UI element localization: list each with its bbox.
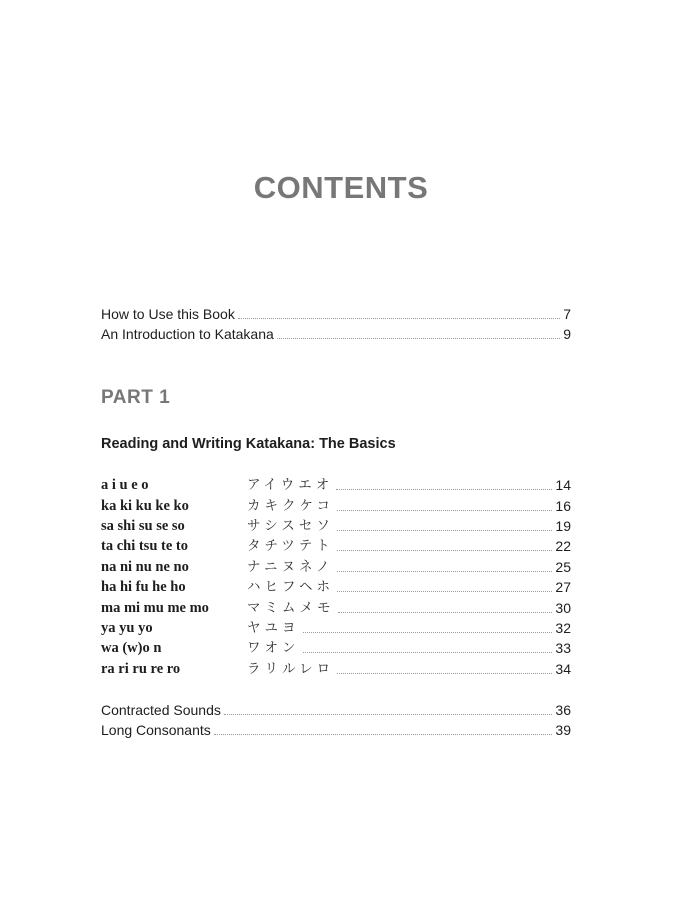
kana-entry[interactable] bbox=[101, 598, 571, 618]
romaji-label: ra ri ru re ro bbox=[101, 661, 181, 677]
section-heading: Reading and Writing Katakana: The Basics bbox=[101, 436, 396, 452]
katakana-label: カキクケコ bbox=[247, 498, 334, 514]
toc-entry-page: 25 bbox=[555, 559, 571, 575]
toc-entry[interactable] bbox=[101, 324, 571, 344]
katakana-label: ヤユヨ bbox=[247, 620, 300, 636]
toc-entry-page: 39 bbox=[555, 722, 571, 738]
kana-entry[interactable] bbox=[101, 557, 571, 577]
romaji-label: na ni nu ne no bbox=[101, 559, 189, 575]
romaji-label: ma mi mu me mo bbox=[101, 600, 209, 616]
dot-leader bbox=[336, 489, 552, 490]
katakana-label: マミムメモ bbox=[247, 600, 335, 616]
romaji-label: ta chi tsu te to bbox=[101, 538, 188, 554]
toc-entry[interactable] bbox=[101, 720, 571, 740]
dot-leader bbox=[337, 571, 553, 572]
kana-entry[interactable] bbox=[101, 638, 571, 658]
toc-entry-page: 9 bbox=[563, 326, 571, 342]
kana-entry[interactable] bbox=[101, 475, 571, 495]
katakana-label: ワオン bbox=[247, 640, 300, 656]
toc-entry-page: 34 bbox=[555, 661, 571, 677]
katakana-label: サシスセソ bbox=[247, 518, 334, 534]
dot-leader bbox=[337, 550, 553, 551]
toc-entry-page: 16 bbox=[555, 498, 571, 514]
dot-leader bbox=[238, 318, 560, 319]
dot-leader bbox=[224, 714, 553, 715]
toc-entry-label: Contracted Sounds bbox=[101, 702, 221, 718]
katakana-label: アイウエオ bbox=[247, 477, 334, 493]
toc-entry-page: 7 bbox=[563, 306, 571, 322]
katakana-label: ラリルレロ bbox=[247, 661, 335, 677]
dot-leader bbox=[303, 652, 553, 653]
toc-entry-page: 30 bbox=[555, 600, 571, 616]
kana-entry[interactable] bbox=[101, 659, 571, 679]
toc-entry-page: 32 bbox=[555, 620, 571, 636]
dot-leader bbox=[337, 673, 552, 674]
page-title: CONTENTS bbox=[253, 170, 429, 205]
dot-leader bbox=[337, 591, 552, 592]
toc-entry[interactable] bbox=[101, 304, 571, 324]
toc-entry[interactable] bbox=[101, 700, 571, 720]
dot-leader bbox=[303, 632, 553, 633]
romaji-label: ka ki ku ke ko bbox=[101, 498, 189, 514]
toc-entry-page: 14 bbox=[555, 477, 571, 493]
kana-entry[interactable] bbox=[101, 536, 571, 556]
toc-entry-page: 19 bbox=[555, 518, 571, 534]
dot-leader bbox=[337, 510, 552, 511]
toc-entry-label: An Introduction to Katakana bbox=[101, 326, 274, 342]
romaji-label: sa shi su se so bbox=[101, 518, 185, 534]
toc-entry-page: 36 bbox=[555, 702, 571, 718]
kana-entry[interactable] bbox=[101, 577, 571, 597]
dot-leader bbox=[214, 734, 553, 735]
romaji-label: wa (w)o n bbox=[101, 640, 162, 656]
romaji-label: a i u e o bbox=[101, 477, 149, 493]
toc-entry-label: How to Use this Book bbox=[101, 306, 235, 322]
kana-entry[interactable] bbox=[101, 516, 571, 536]
dot-leader bbox=[277, 338, 560, 339]
dot-leader bbox=[337, 530, 553, 531]
part-heading: PART 1 bbox=[101, 387, 171, 408]
toc-entry-page: 27 bbox=[555, 579, 571, 595]
romaji-label: ha hi fu he ho bbox=[101, 579, 186, 595]
kana-entry[interactable] bbox=[101, 496, 571, 516]
katakana-label: ハヒフヘホ bbox=[247, 579, 334, 595]
katakana-label: ナニヌネノ bbox=[247, 559, 334, 575]
dot-leader bbox=[338, 612, 553, 613]
katakana-label: タチツテト bbox=[247, 538, 334, 554]
toc-entry-page: 33 bbox=[555, 640, 571, 656]
kana-entry[interactable] bbox=[101, 618, 571, 638]
toc-entry-label: Long Consonants bbox=[101, 722, 211, 738]
toc-entry-page: 22 bbox=[555, 538, 571, 554]
romaji-label: ya yu yo bbox=[101, 620, 153, 636]
